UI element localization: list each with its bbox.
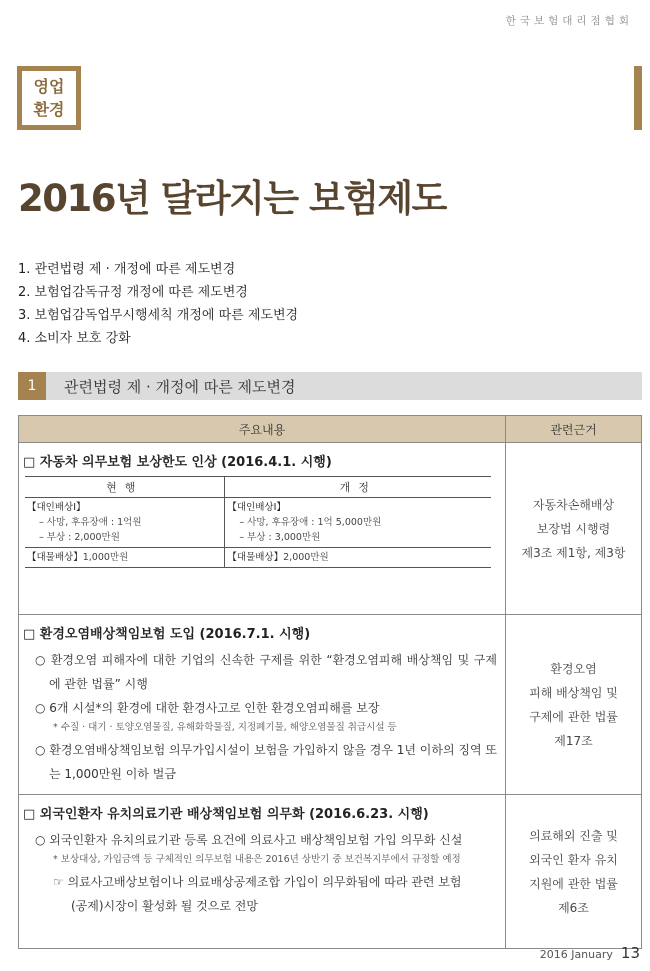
cmp-cell	[225, 548, 491, 568]
page-number: 13	[620, 944, 640, 962]
bullet-item: ○ 환경오염배상책임보험 의무가입시설이 보험을 가입하지 않을 경우 1년 이하의 징역 또는 1,000만원 이하 벌금	[35, 743, 497, 781]
column-header-content: 주요내용	[19, 416, 506, 443]
comparison-table	[25, 476, 491, 568]
accent-bar	[634, 66, 642, 130]
bullet-item: ○ 외국인환자 유치의료기관 등록 요건에 의료사고 배상책임보험 가입 의무화 신설	[35, 833, 463, 847]
cmp-label: 【대물배상】	[27, 552, 83, 563]
policy-table	[18, 415, 642, 949]
row-basis	[506, 795, 642, 949]
basis-line: 지원에 관한 법률	[529, 876, 618, 891]
cmp-cell	[25, 498, 225, 548]
table-of-contents	[18, 258, 298, 350]
bullet-item: ○ 환경오염 피해자에 대한 기업의 신속한 구제를 위한 “환경오염피해 배상책임 및 구제에 관한 법률” 시행	[35, 653, 497, 691]
cmp-header-revised: 개정	[225, 477, 491, 498]
row-basis	[506, 443, 642, 615]
page-footer	[540, 944, 640, 962]
row-content	[19, 615, 506, 795]
row-content	[19, 443, 506, 615]
org-name: 한국보험대리점협회	[505, 15, 633, 27]
footnote: * 보상대상, 가입금액 등 구체적인 의무보험 내용은 2016년 상반기 중 보건복지부에서 규정할 예정	[53, 854, 461, 865]
cmp-label: 【대인배상Ⅰ】	[27, 502, 86, 513]
basis-line: 의료해외 진출 및	[529, 828, 618, 843]
basis-line: 보장법 시행령	[536, 521, 611, 536]
toc-item: 3. 보험업감독업무시행세칙 개정에 따른 제도변경	[18, 308, 299, 323]
basis-line: 자동차손해배상	[532, 497, 615, 512]
badge-line-2: 환경	[33, 100, 65, 119]
bullet-item: ○ 6개 시설*의 환경에 대한 환경사고로 인한 환경오염피해를 보장	[35, 701, 380, 715]
row-basis	[506, 615, 642, 795]
row-content	[19, 795, 506, 949]
toc-item: 2. 보험업감독규정 개정에 따른 제도변경	[18, 285, 248, 300]
table-row	[19, 795, 642, 949]
cmp-label: 【대인배상Ⅰ】	[227, 502, 286, 513]
basis-line: 피해 배상책임 및	[529, 685, 618, 700]
cmp-cell	[25, 548, 225, 568]
cmp-value: – 사망, 후유장애 : 1억원	[39, 517, 142, 528]
basis-line: 외국인 환자 유치	[529, 852, 618, 867]
row-title: □ 자동차 의무보험 보상한도 인상 (2016.4.1. 시행)	[23, 455, 332, 470]
column-header-basis: 관련근거	[506, 416, 642, 443]
basis-line: 환경오염	[550, 661, 597, 676]
cmp-header-current: 현행	[25, 477, 225, 498]
row-title: □ 외국인환자 유치의료기관 배상책임보험 의무화 (2016.6.23. 시행)	[23, 807, 429, 822]
category-badge	[17, 66, 81, 130]
row-title: □ 환경오염배상책임보험 도입 (2016.7.1. 시행)	[23, 627, 311, 642]
issue-label: 2016 January	[539, 948, 613, 961]
page-title: 2016년 달라지는 보험제도	[18, 177, 446, 220]
section-title: 관련법령 제 · 개정에 따른 제도변경	[64, 377, 296, 396]
badge-line-1: 영업	[33, 77, 65, 96]
cmp-value: – 부상 : 3,000만원	[239, 532, 321, 543]
basis-line: 구제에 관한 법률	[529, 709, 618, 724]
cmp-value: 1,000만원	[82, 552, 129, 563]
basis-line: 제17조	[554, 733, 593, 748]
cmp-cell	[225, 498, 491, 548]
toc-item: 1. 관련법령 제 · 개정에 따른 제도변경	[18, 262, 236, 277]
table-row	[19, 615, 642, 795]
outlook-note: ☞ 의료사고배상보험이나 의료배상공제조합 가입이 의무화됨에 따라 관련 보험	[53, 875, 462, 889]
footnote: * 수질 · 대기 · 토양오염물질, 유해화학물질, 지정폐기물, 해양오염물질 취급시설 등	[53, 722, 397, 733]
cmp-value: 2,000만원	[283, 552, 329, 563]
cmp-value: – 부상 : 2,000만원	[39, 532, 120, 543]
table-row	[19, 443, 642, 615]
basis-line: 제6조	[558, 900, 589, 915]
cmp-label: 【대물배상】	[227, 552, 284, 563]
toc-item: 4. 소비자 보호 강화	[18, 331, 131, 346]
cmp-value: – 사망, 후유장애 : 1억 5,000만원	[239, 517, 382, 528]
section-header	[18, 372, 642, 400]
outlook-note-cont: (공제)시장이 활성화 될 것으로 전망	[71, 899, 258, 913]
section-number: 1	[18, 372, 46, 400]
basis-line: 제3조 제1항, 제3항	[521, 545, 626, 560]
